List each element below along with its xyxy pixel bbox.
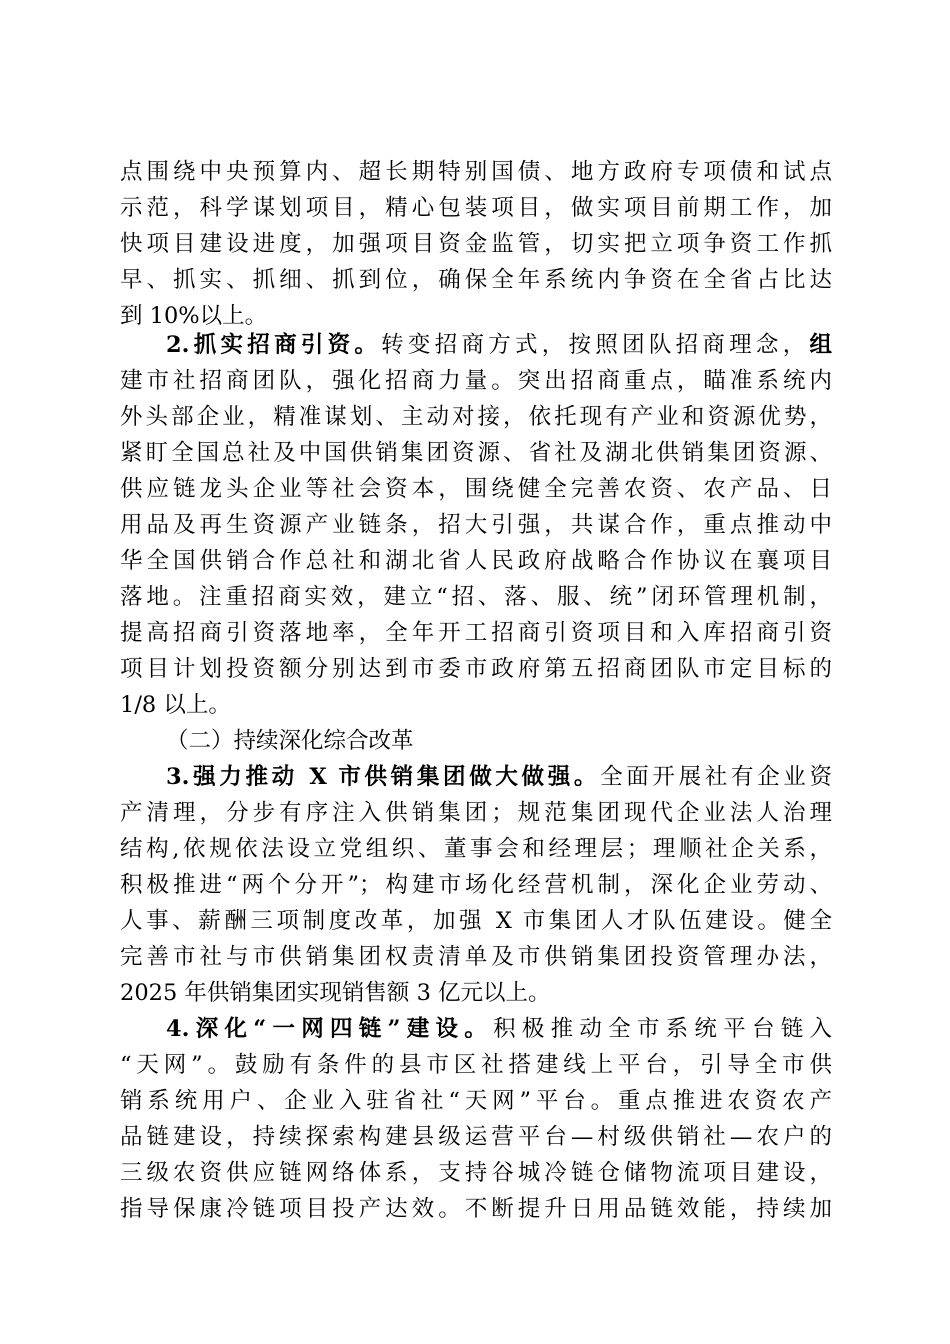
text-line: 到 10%以上。 xyxy=(120,303,268,329)
text-line: 三级农资供应链网络体系，支持谷城冷链仓储物流项目建设， xyxy=(120,1160,832,1186)
text-line: 品链建设，持续探索构建县级运营平台—村级供销社—农户的 xyxy=(120,1124,832,1150)
text-line: “天网”。鼓励有条件的县市区社搭建线上平台，引导全市供 xyxy=(120,1052,832,1078)
text-line: 外头部企业，精准谋划、主动对接，依托现有产业和资源优势， xyxy=(120,404,832,430)
text-line xyxy=(166,1011,832,1047)
text-line: 点围绕中央预算内、超长期特别国债、地方政府专项债和试点 xyxy=(120,159,832,185)
paragraph-lead-heading: 3.强力推动 X 市供销集团做大做强。 xyxy=(166,764,601,790)
text-line: 提高招商引资落地率，全年开工招商引资项目和入库招商引资 xyxy=(120,620,832,646)
text-line: 供应链龙头企业等社会资本，围绕健全完善农资、农产品、日 xyxy=(120,476,832,502)
text-line: 销系统用户、企业入驻省社“天网”平台。重点推进农资农产 xyxy=(120,1088,832,1114)
paragraph-lead-heading: 2.抓实招商引资。 xyxy=(166,332,382,358)
text-line xyxy=(166,327,832,363)
text-line: 华全国供销合作总社和湖北省人民政府战略合作协议在襄项目 xyxy=(120,548,832,574)
text-line: 结构,依规依法设立党组织、董事会和经理层；理顺社企关系， xyxy=(120,836,832,862)
text-line: 完善市社与市供销集团权责清单及市供销集团投资管理办法， xyxy=(120,944,832,970)
text-line: 落地。注重招商实效，建立“招、落、服、统”闭环管理机制， xyxy=(120,584,832,610)
text-run: 积极推动全市系统平台链入 xyxy=(493,1016,832,1042)
text-line: 建市社招商团队，强化招商力量。突出招商重点，瞄准系统内 xyxy=(120,368,832,394)
text-line: 指导保康冷链项目投产达效。不断提升日用品链效能，持续加 xyxy=(120,1196,832,1222)
section-heading: （二）持续深化综合改革 xyxy=(166,728,414,754)
text-line: 人事、薪酬三项制度改革，加强 X 市集团人才队伍建设。健全 xyxy=(120,908,832,934)
text-run: 全面开展社有企业资 xyxy=(600,764,832,790)
text-line: 产清理，分步有序注入供销集团；规范集团现代企业法人治理 xyxy=(120,800,832,826)
bold-text-run: 组 xyxy=(809,332,832,358)
text-line: 积极推进“两个分开”；构建市场化经营机制，深化企业劳动、 xyxy=(120,872,832,898)
text-line: 项目计划投资额分别达到市委市政府第五招商团队市定目标的 xyxy=(120,656,832,682)
text-line: 快项目建设进度，加强项目资金监管，切实把立项争资工作抓 xyxy=(120,231,832,257)
text-line: 2025 年供销集团实现销售额 3 亿元以上。 xyxy=(120,980,551,1006)
text-line: 1/8 以上。 xyxy=(120,692,231,718)
text-run: 转变招商方式，按照团队招商理念， xyxy=(381,332,810,358)
text-line xyxy=(166,759,832,795)
text-line: 紧盯全国总社及中国供销集团资源、省社及湖北供销集团资源、 xyxy=(120,440,832,466)
text-line: 示范，科学谋划项目，精心包装项目，做实项目前期工作，加 xyxy=(120,195,832,221)
text-line: 用品及再生资源产业链条，招大引强，共谋合作，重点推动中 xyxy=(120,512,832,538)
paragraph-lead-heading: 4.深化“一网四链”建设。 xyxy=(166,1016,494,1042)
text-line: 早、抓实、抓细、抓到位，确保全年系统内争资在全省占比达 xyxy=(120,267,832,293)
